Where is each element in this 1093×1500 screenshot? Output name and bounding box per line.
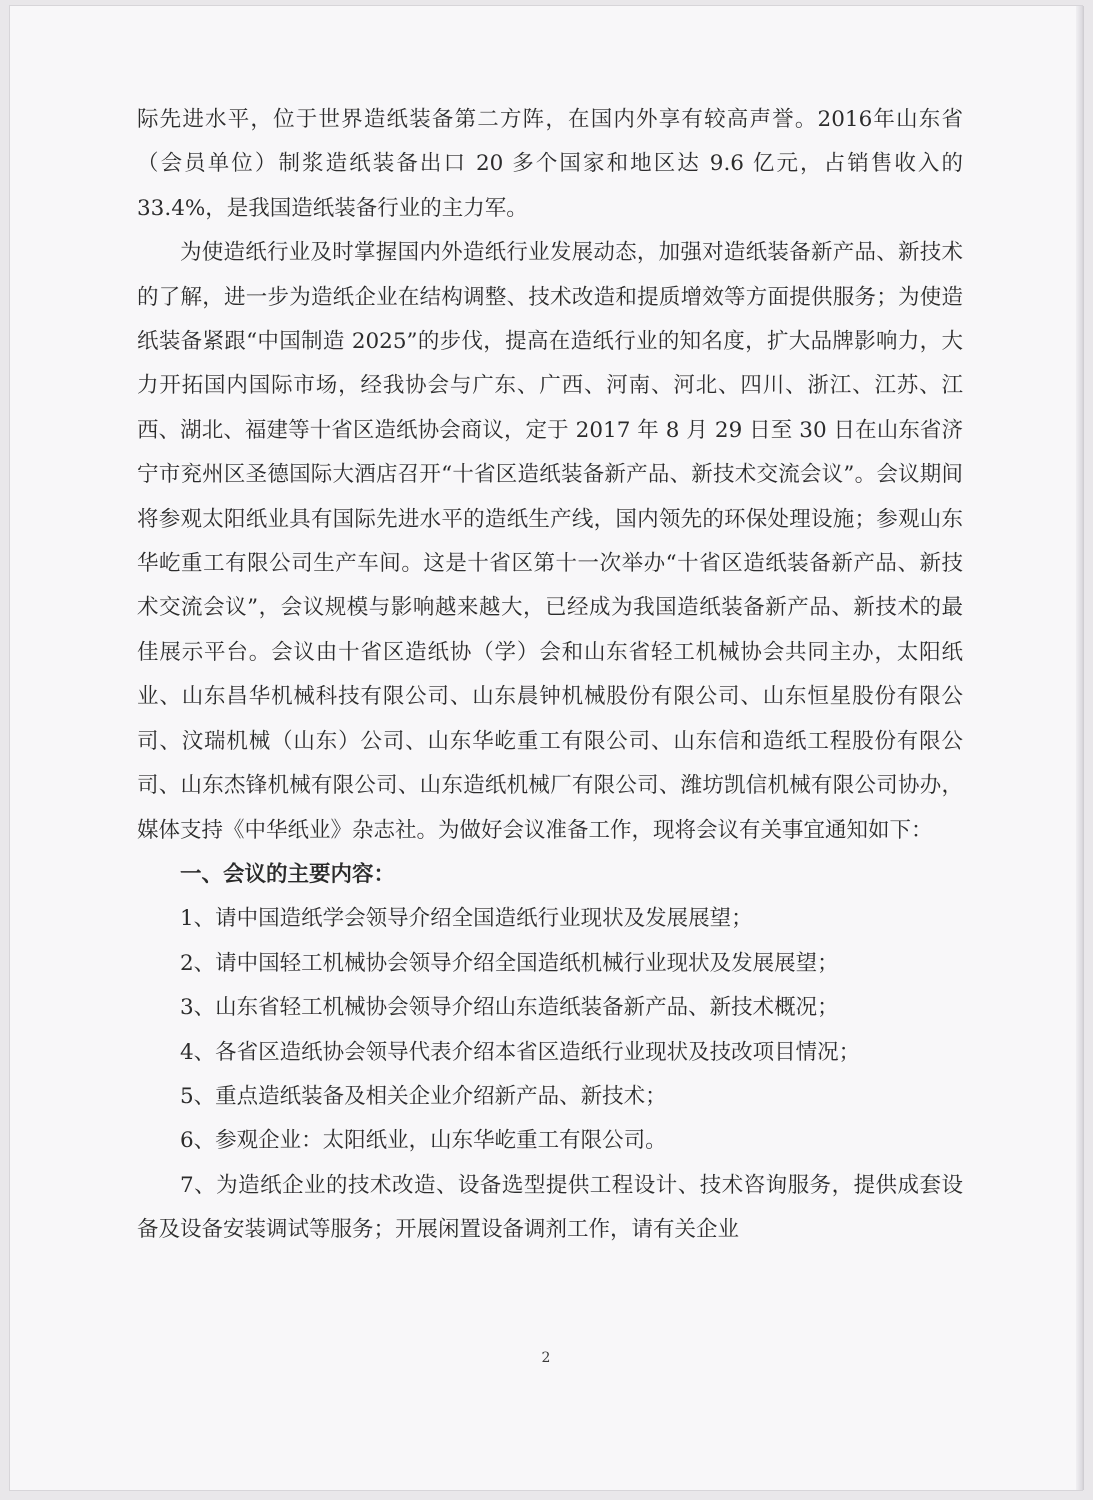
list-item-4: 4、各省区造纸协会领导代表介绍本省区造纸行业现状及技改项目情况； xyxy=(180,1039,861,1065)
list-item-1: 1、请中国造纸学会领导介绍全国造纸行业现状及发展展望； xyxy=(180,906,753,932)
list-item-5: 5、重点造纸装备及相关企业介绍新产品、新技术； xyxy=(180,1083,667,1109)
paragraph-meeting-purpose: 为使造纸行业及时掌握国内外造纸行业发展动态，加强对造纸装备新产品、新技术的了解，进一步为造纸企业在结构调整、技术改造和提质增效等方面提供服务；为使造纸装备紧跟“中国制造 2025”的步伐，提高在造纸行业的知名度，扩大品牌影响力，大力开拓国内国际市场，经我协会与广东、广西、河南、河北、四川、浙江、江苏、江西、湖北、福建等十省区造纸协会商议，定于 2017 年 8 月 29 日至 30 日在山东省济宁市兖州区圣德国际大酒店召开“十省区造纸装备新产品、新技术交流会议”。会议期间将参观太阳纸业具有国际先进水平的造纸生产线，国内领先的环保处理设施；参观山东华屹重工有限公司生产车间。这是十省区第十一次举办“十省区造纸装备新产品、新技术交流会议”，会议规模与影响越来越大，已经成为我国造纸装备新产品、新技术的最佳展示平台。会议由十省区造纸协（学）会和山东省轻工机械协会共同主办，太阳纸业、山东昌华机械科技有限公司、山东晨钟机械股份有限公司、山东恒星股份有限公司、汶瑞机械（山东）公司、山东华屹重工有限公司、山东信和造纸工程股份有限公司、山东杰锋机械有限公司、山东造纸机械厂有限公司、潍坊凯信机械有限公司协办，媒体支持《中华纸业》杂志社。为做好会议准备工作，现将会议有关事宜通知如下： xyxy=(137,240,963,843)
document-body xyxy=(137,98,963,1253)
list-item-2: 2、请中国轻工机械协会领导介绍全国造纸机械行业现状及发展展望； xyxy=(180,950,839,976)
paragraph-continuation: 际先进水平，位于世界造纸装备第二方阵，在国内外享有较高声誉。2016年山东省（会员单位）制浆造纸装备出口 20 多个国家和地区达 9.6 亿元，占销售收入的 33.4%，是我国造纸装备行业的主力军。 xyxy=(137,107,963,221)
page-number: 2 xyxy=(541,1350,551,1366)
list-item-3: 3、山东省轻工机械协会领导介绍山东造纸装备新产品、新技术概况； xyxy=(180,995,839,1021)
document-page xyxy=(10,6,1082,1490)
section-heading-main-content: 一、会议的主要内容： xyxy=(180,861,396,887)
page-edge xyxy=(1076,6,1082,1490)
list-item-7: 7、为造纸企业的技术改造、设备选型提供工程设计、技术咨询服务，提供成套设备及设备安装调试等服务；开展闲置设备调剂工作，请有关企业 xyxy=(137,1172,963,1243)
list-item-6: 6、参观企业：太阳纸业，山东华屹重工有限公司。 xyxy=(180,1128,667,1154)
